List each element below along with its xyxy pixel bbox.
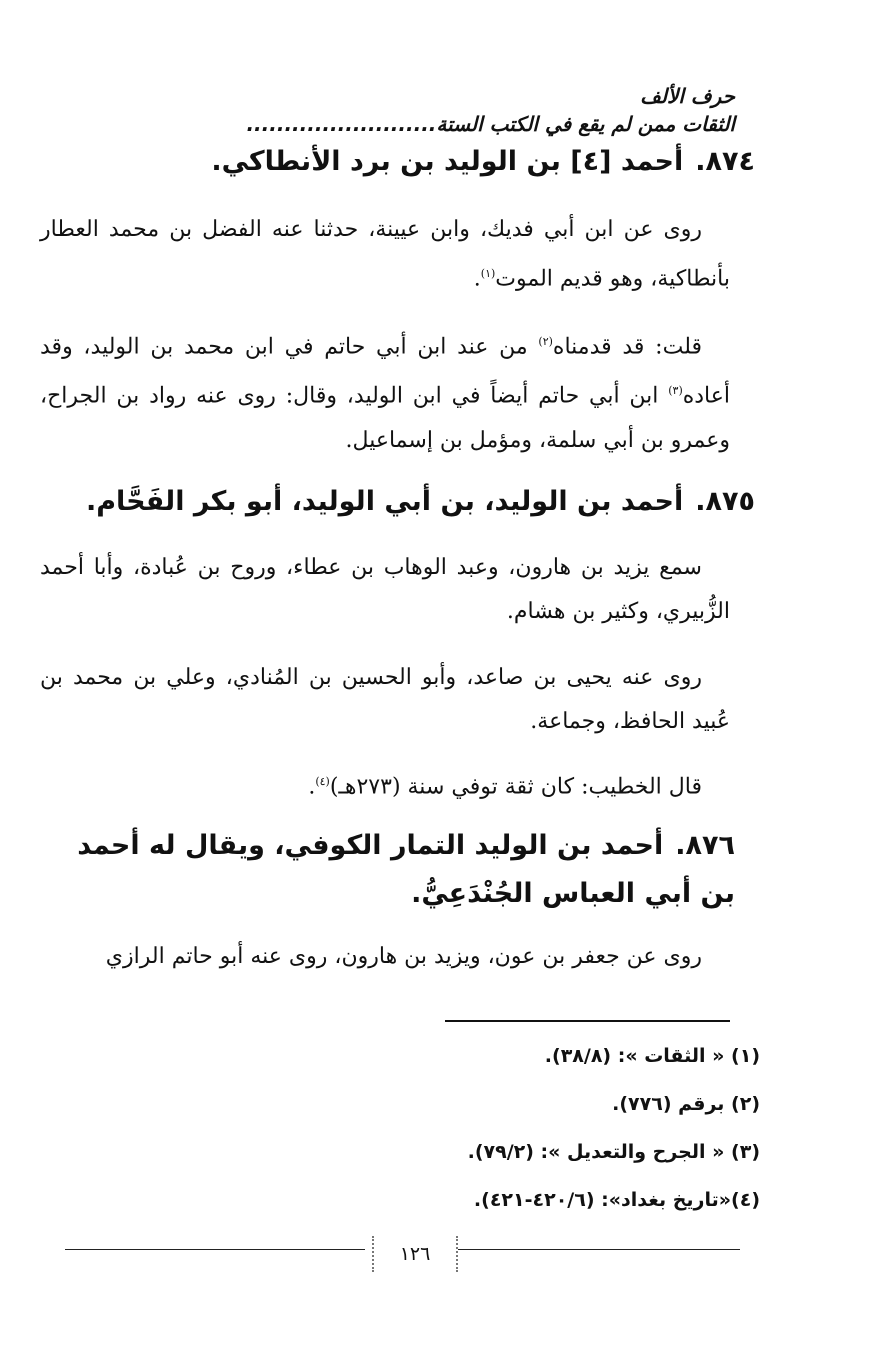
running-title-leader: .........................: [246, 112, 437, 136]
footnote-separator: [445, 1020, 730, 1022]
footnote-1: (١) « الثقات »: (٣٨/٨).: [544, 1045, 760, 1067]
entry-874-number: ٨٧٤.: [695, 146, 755, 177]
page-number: ١٢٦: [372, 1236, 458, 1272]
entry-874-paragraph-2: [40, 320, 730, 463]
footnote-3: (٣) « الجرح والتعديل »: (٧٩/٢).: [467, 1141, 760, 1163]
entry-875-text-2: روى عنه يحيى بن صاعد، وأبو الحسين بن المُنادي، وعلي بن محمد بن عُبيد الحافظ، وجماعة.: [40, 665, 730, 734]
footnote-mark-1: (١): [480, 267, 496, 280]
footnote-mark-3: (٣): [668, 384, 683, 398]
entry-874-title: أحمد [٤] بن الوليد بن برد الأنطاكي.: [211, 146, 684, 177]
entry-874-text-1: روى عن ابن أبي فديك، وابن عيينة، حدثنا عنه الفضل بن محمد العطار بأنطاكية، وهو قديم الموت: [40, 217, 730, 292]
entry-875-title: أحمد بن الوليد، بن أبي الوليد، أبو بكر الفَحَّام.: [85, 486, 684, 517]
page-rule-left: [65, 1249, 365, 1250]
page-rule-right: [450, 1249, 740, 1250]
entry-874-text-3: من عند ابن أبي حاتم في ابن محمد بن الوليد، وقد أعاده: [40, 334, 730, 409]
entry-876-title: أحمد بن الوليد التمار الكوفي، ويقال له أحمد بن أبي العباس الجُنْدَعِيُّ.: [77, 830, 735, 909]
entry-875-text-3: قال الخطيب: كان ثقة توفي سنة (٢٧٣هـ): [329, 774, 702, 800]
entry-875-heading: [55, 478, 755, 526]
footnote-mark-2: (٢): [538, 335, 553, 348]
entry-874-text-4: ابن أبي حاتم أيضاً في ابن الوليد، وقال: روى عنه رواد بن الجراح، وعمرو بن أبي سلمة، ومؤمل بن إسماعيل.: [40, 383, 730, 453]
entry-876-number: ٨٧٦.: [675, 830, 735, 861]
running-title: الثقات ممن لم يقع في الكتب الستة: [436, 112, 735, 136]
footnote-4: (٤)«تاريخ بغداد»: (٤٢٠/٦-٤٢١).: [473, 1189, 760, 1211]
entry-876-paragraph-1: [40, 935, 730, 979]
running-title-line: [35, 110, 735, 138]
footnote-mark-4: (٤): [315, 775, 330, 788]
entry-874-text-2: قلت: قد قدمناه: [552, 334, 702, 360]
entry-874-heading: [55, 138, 755, 186]
entry-875-paragraph-2: [40, 656, 730, 744]
chapter-title: حرف الألف: [640, 84, 735, 108]
entry-875-number: ٨٧٥.: [695, 486, 755, 517]
entry-874-paragraph-1: روى عن ابن أبي فديك، وابن عيينة، حدثنا عنه الفضل بن محمد العطار بأنطاكية، وهو قديم الموت$^{(١)}$.: [40, 217, 730, 292]
entry-876-text-1: روى عن جعفر بن عون، ويزيد بن هارون، روى عنه أبو حاتم الرازي: [105, 944, 702, 969]
entry-875-paragraph-3: قال الخطيب: كان ثقة توفي سنة (٢٧٣هـ)$^{(٤)}$.: [308, 774, 702, 800]
running-header: [35, 82, 735, 138]
footnotes: [160, 1032, 760, 1224]
entry-875-text-1: سمع يزيد بن هارون، وعبد الوهاب بن عطاء، وروح بن عُبادة، وأبا أحمد الزُّبيري، وكثير بن هشام.: [40, 555, 730, 624]
footnote-2: (٢) برقم (٧٧٦).: [612, 1093, 760, 1115]
entry-875-paragraph-1: [40, 546, 730, 634]
entry-876-heading: [45, 822, 735, 918]
